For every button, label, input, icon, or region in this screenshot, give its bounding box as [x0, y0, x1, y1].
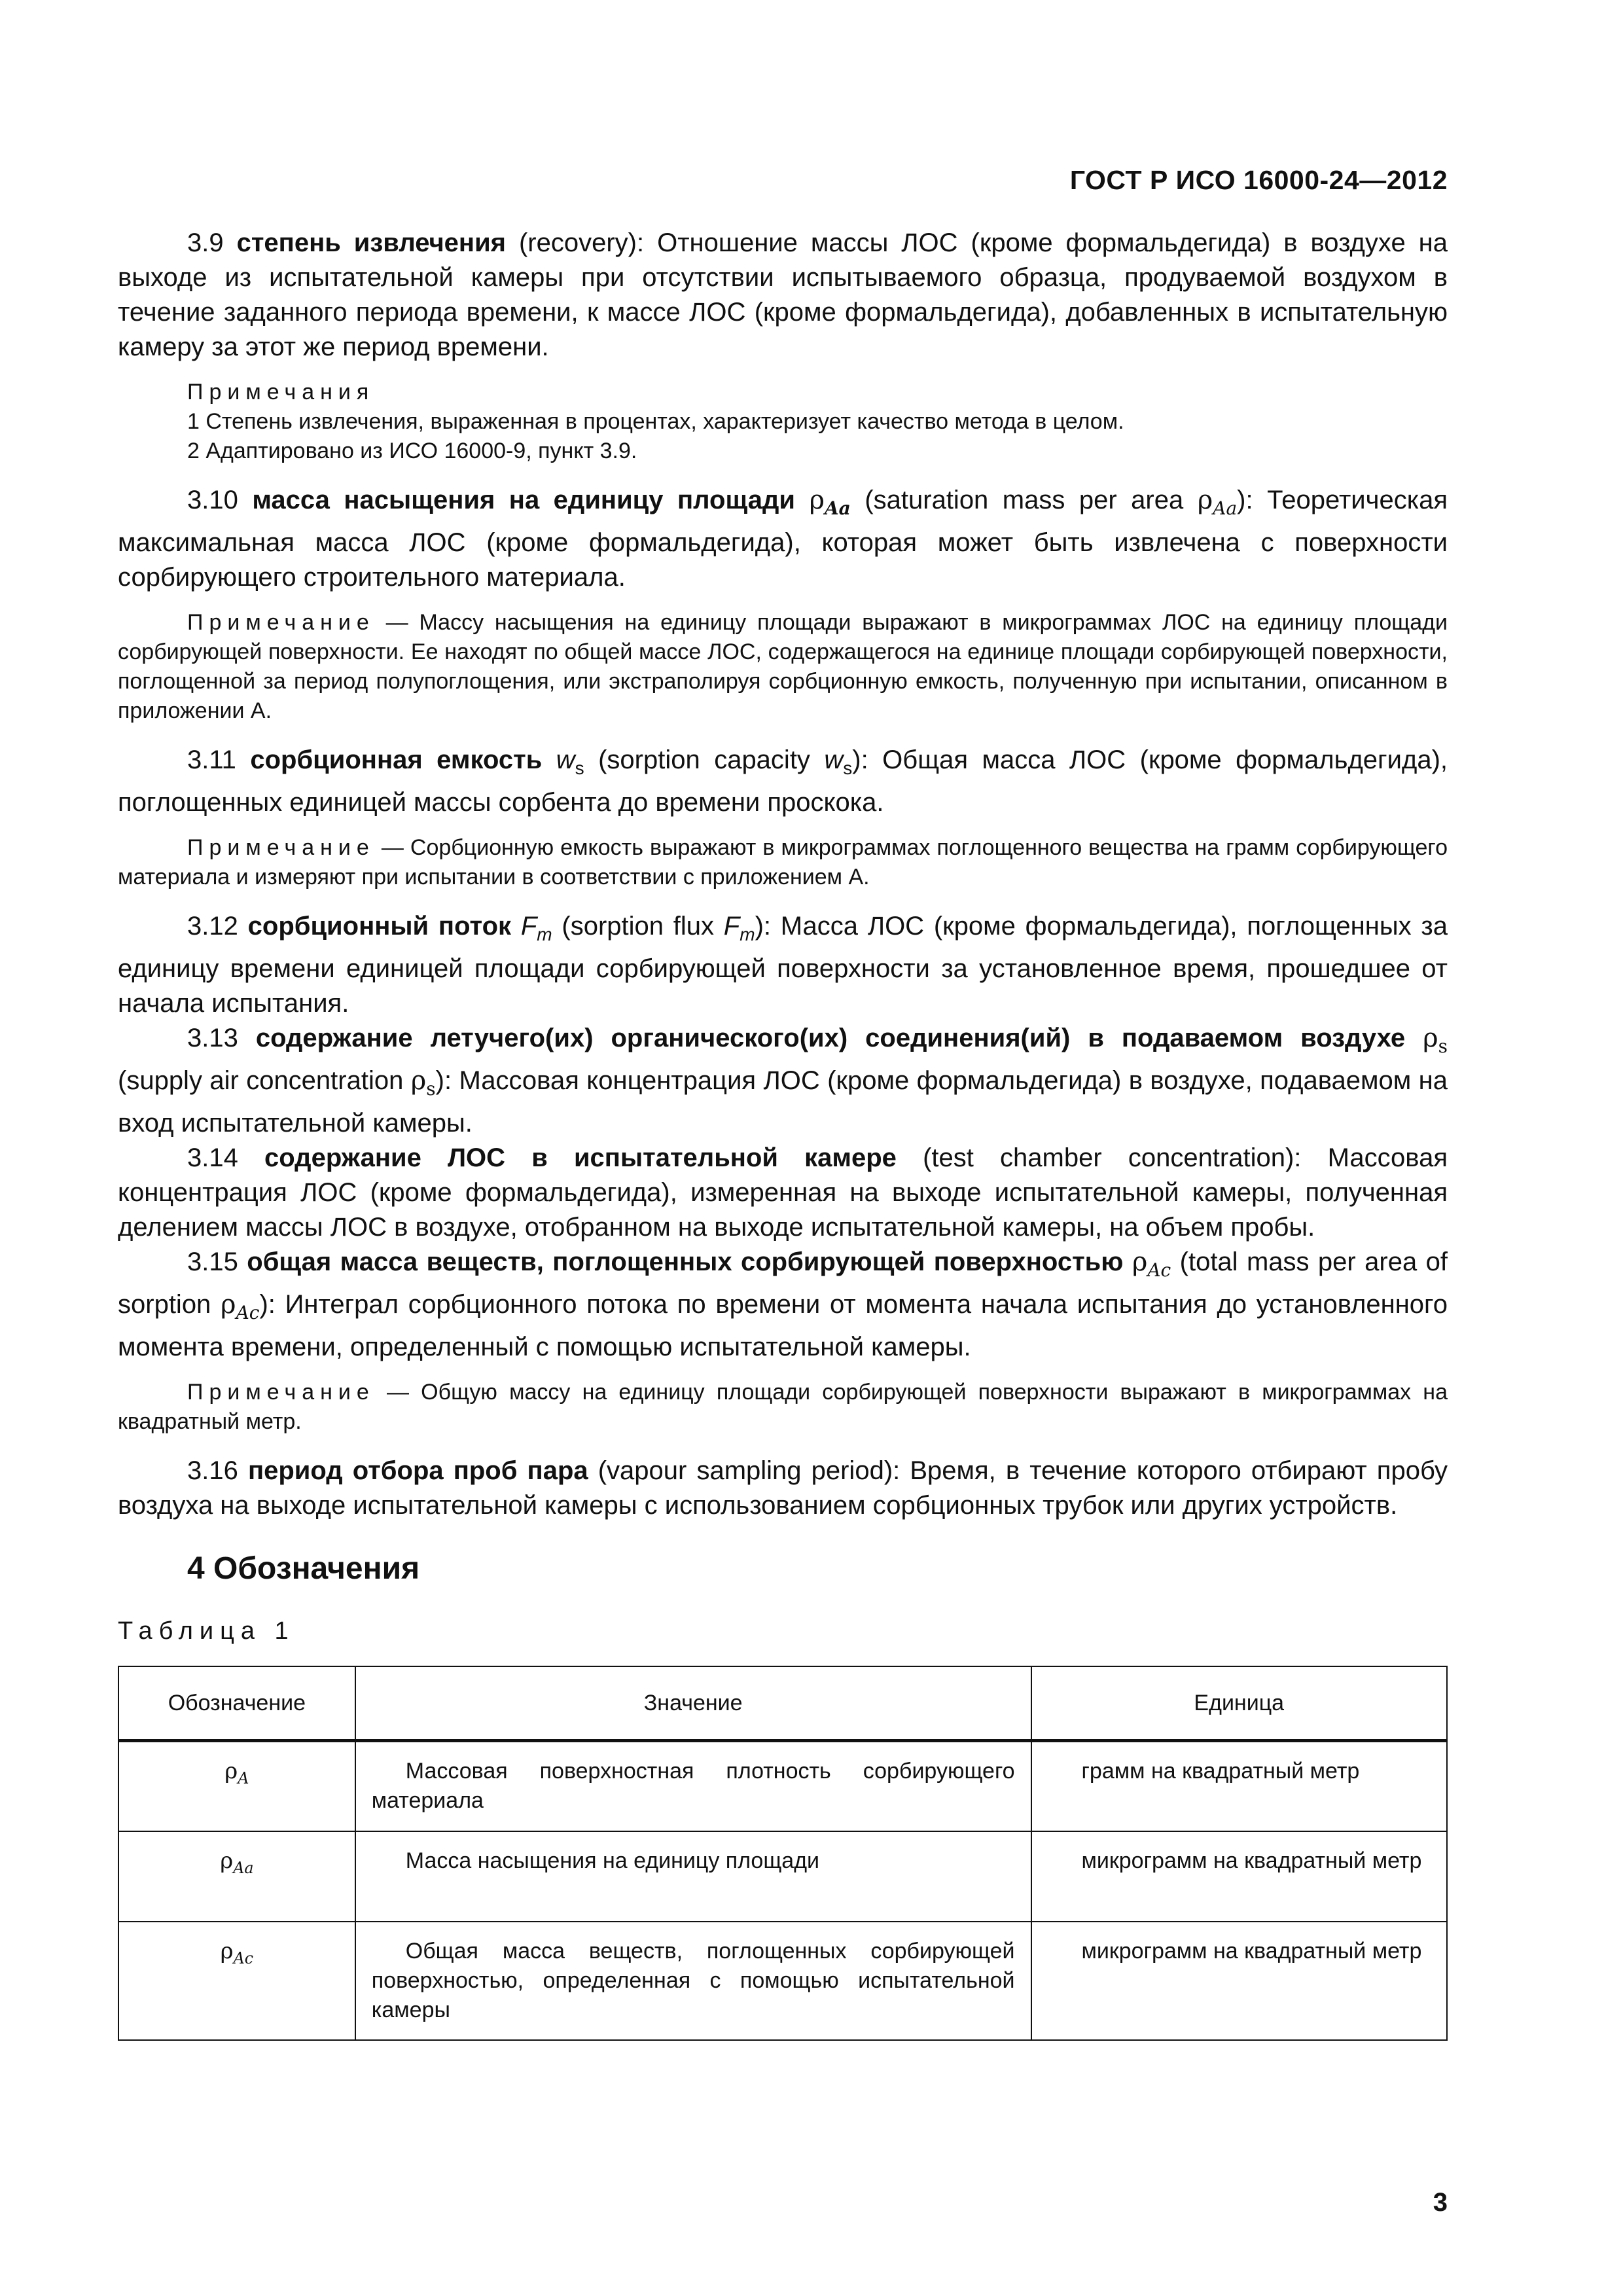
symbol: $w_s$ [824, 745, 853, 778]
symbol: $F_m$ [723, 912, 755, 944]
unit-cell: микрограмм на квадратный метр [1031, 1922, 1447, 2040]
symbol: $\rho_{Ac}$ [1132, 1247, 1171, 1281]
term: содержание летучего(их) органического(их) соединения(ий) в подаваемом воздухе [255, 1024, 1406, 1052]
symbol-cell: $\rho_{Ac}$ [118, 1922, 355, 2040]
term: сорбционный поток [247, 912, 512, 941]
definition-text: ): Массовая концентрация ЛОС (кроме формальдегида) в воздухе, подаваемом на вход испытательной камеры. [118, 1066, 1448, 1138]
definition-text: (vapour sampling period): Время, в течение которого отбирают пробу воздуха на выходе испытательной камеры с использованием сорбционных трубок или других устройств. [118, 1456, 1448, 1520]
note-3-11: Примечание — Сорбционную емкость выражают в микрограммах поглощенного вещества на грамм сорбирующего материала и измеряют при испытании в соответствии с приложением А. [118, 835, 1448, 889]
unit-cell: грамм на квадратный метр [1031, 1741, 1447, 1831]
symbol-cell: $\rho_{Aa}$ [118, 1831, 355, 1922]
value-cell: Масса насыщения на единицу площади [355, 1831, 1031, 1922]
symbol: $\rho_s$ [1423, 1023, 1448, 1057]
table-caption: Таблица 1 [118, 1617, 295, 1645]
definition-3-14 [118, 1141, 1448, 1245]
clause-number: 3.16 [187, 1456, 238, 1485]
table-row [118, 1922, 1447, 2040]
value-cell: Общая масса веществ, поглощенных сорбирующей поверхностью, определенная с помощью испытательной камеры [355, 1922, 1031, 2040]
clause-number: 3.12 [187, 912, 238, 941]
symbol: $\rho_{Aa}$ [1197, 485, 1238, 519]
definition-text: (test chamber concentration): Массовая концентрация ЛОС (кроме формальдегида), измеренная на выходе испытательной камеры, полученная делением массы ЛОС в воздухе, отобранном на выходе испытательной камеры, на объем пробы. [118, 1143, 1448, 1242]
definition-3-10 [118, 483, 1448, 595]
symbol: $\rho_{Ac}$ [221, 1289, 260, 1323]
definition-3-9 [118, 226, 1448, 365]
symbol: $F_m$ [520, 912, 552, 944]
definition-english: (sorption capacity [584, 745, 825, 774]
term: период отбора проб пара [247, 1456, 588, 1485]
note-1: 1 Степень извлечения, выраженная в процентах, характеризует качество метода в целом. [187, 409, 1124, 434]
symbol: $\rho_s$ [410, 1066, 436, 1100]
definition-3-12 [118, 909, 1448, 1021]
definition-text: ): Масса ЛОС (кроме формальдегида), поглощенных за единицу времени единицей площади сорбирующей поверхности за установленное время, прошедшее от начала испытания. [118, 912, 1448, 1018]
definition-3-13 [118, 1021, 1448, 1141]
definition-english: (saturation mass per area [850, 486, 1198, 514]
notes-label: Примечания [187, 380, 375, 404]
symbol: $\rho_{Aa}$ [809, 485, 851, 519]
clause-number: 3.15 [187, 1247, 238, 1276]
clause-number: 3.9 [187, 228, 224, 257]
column-header: Единица [1031, 1666, 1447, 1741]
definition-text: ): Теоретическая максимальная масса ЛОС (кроме формальдегида), которая может быть извлечена с поверхности сорбирующего строительного материала. [118, 486, 1448, 592]
definition-english: (supply air concentration [118, 1066, 411, 1095]
table-row [118, 1741, 1447, 1831]
note-3-10: Примечание — Массу насыщения на единицу площади выражают в микрограммах ЛОС на единицу площади сорбирующей поверхности. Ее находят по общей массе ЛОС, содержащегося на единице площади сорбирующей поверхности, поглощенной за период полупоглощения, или экстраполируя сорбционную емкость, полученную при испытании, описанном в приложении А. [118, 610, 1448, 723]
clause-number: 3.14 [187, 1143, 238, 1172]
definition-text: ): Интеграл сорбционного потока по времени от момента начала испытания до установленного момента времени, определенный с помощью испытательной камеры. [118, 1290, 1448, 1361]
note-3-15: Примечание — Общую массу на единицу площади сорбирующей поверхности выражают в микрограммах на квадратный метр. [118, 1380, 1448, 1434]
definition-english: (total mass per area of sorption [118, 1247, 1448, 1319]
table-row [118, 1831, 1447, 1922]
symbols-table [118, 1666, 1448, 2041]
clause-number: 3.10 [187, 486, 238, 514]
clause-number: 3.13 [187, 1024, 238, 1052]
term: степень извлечения [236, 228, 507, 257]
unit-cell: микрограмм на квадратный метр [1031, 1831, 1447, 1922]
definition-text: (recovery): Отношение массы ЛОС (кроме формальдегида) в воздухе на выходе из испытательной камеры при отсутствии испытываемого образца, продуваемой воздухом в течение заданного периода времени, к массе ЛОС (кроме формальдегида), добавленных в испытательную камеру за этот же период времени. [118, 228, 1448, 361]
definition-3-15 [118, 1245, 1448, 1365]
symbol-cell: $\rho_A$ [118, 1741, 355, 1831]
page-content [118, 226, 1448, 2041]
column-header: Значение [355, 1666, 1031, 1741]
table-header-row [118, 1666, 1447, 1741]
section-title: 4 Обозначения [187, 1551, 420, 1586]
clause-number: 3.11 [187, 745, 236, 774]
symbol: $w_s$ [556, 745, 584, 778]
term: общая масса веществ, поглощенных сорбирующей поверхностью [247, 1247, 1124, 1276]
column-header: Обозначение [118, 1666, 355, 1741]
note-2: 2 Адаптировано из ИСО 16000-9, пункт 3.9. [187, 439, 637, 463]
definition-3-16 [118, 1454, 1448, 1523]
page-number: 3 [1433, 2188, 1448, 2217]
term: сорбционная емкость [250, 745, 543, 774]
term: содержание ЛОС в испытательной камере [264, 1143, 897, 1172]
definition-english: (sorption flux [552, 912, 724, 941]
definition-3-11 [118, 743, 1448, 820]
term: масса насыщения на единицу площади [252, 486, 795, 514]
definition-text: ): Общая масса ЛОС (кроме формальдегида), поглощенных единицей массы сорбента до времени проскока. [118, 745, 1448, 817]
value-cell: Массовая поверхностная плотность сорбирующего материала [355, 1741, 1031, 1831]
standard-header: ГОСТ Р ИСО 16000-24—2012 [1069, 165, 1448, 195]
